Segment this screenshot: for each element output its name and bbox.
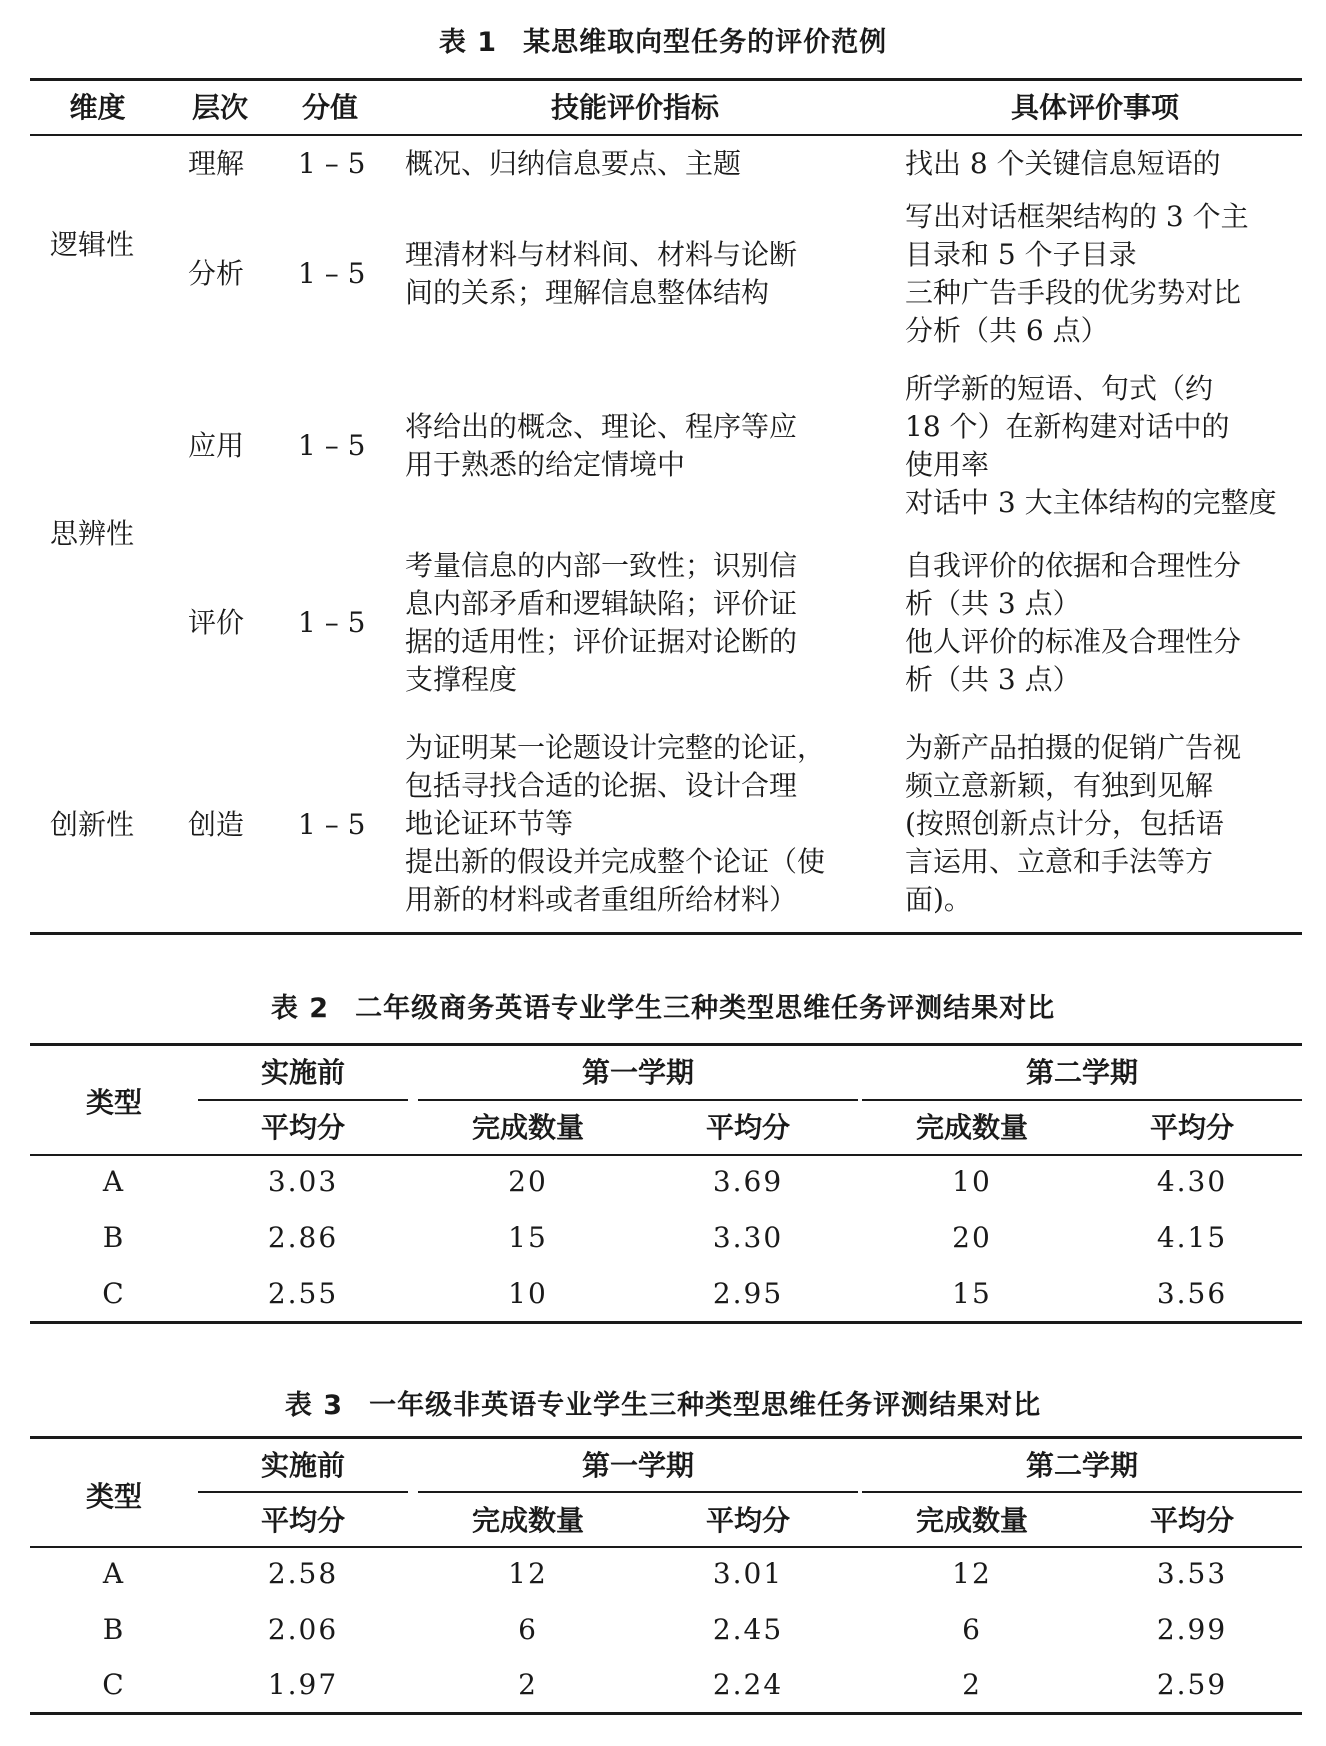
table3-bottom-rule [30, 1712, 1302, 1715]
table2-cell-term2-count: 15 [952, 1277, 992, 1310]
table3-subheader-term1-count: 完成数量 [471, 1504, 584, 1537]
table1-row-indicator: 为证明某一论题设计完整的论证， 包括寻找合适的论据、设计合理 地论证环节等 提出新的假设并完成整个论证（使 用新的材料或者重组所给材料） [405, 731, 826, 916]
table2-cell-before-avg: 2.86 [267, 1221, 339, 1254]
table1-row-level: 评价 [188, 606, 245, 639]
table1-row-item: 所学新的短语、句式（约 18 个）在新构建对话中的 使用率 对话中 3 大主体结构的完整度 [905, 372, 1277, 519]
table3-top-rule [30, 1436, 1302, 1439]
table2-cell-term1-avg: 3.30 [712, 1221, 784, 1254]
table2-cell-term2-avg: 3.56 [1156, 1277, 1228, 1310]
table1-row-score: 1 – 5 [298, 429, 366, 462]
table2-header-term1: 第一学期 [581, 1056, 694, 1089]
table1-row-score: 1 – 5 [298, 257, 366, 290]
table1-row-indicator: 将给出的概念、理论、程序等应 用于熟悉的给定情境中 [405, 410, 798, 481]
table1-header-level: 层次 [191, 91, 248, 124]
table2-cell-type: B [102, 1221, 126, 1254]
table1-row-indicator: 考量信息的内部一致性；识别信 息内部矛盾和逻辑缺陷；评价证 据的适用性；评价证据对论断的 支撑程度 [405, 549, 798, 696]
table2-subheader-term1-count: 完成数量 [471, 1111, 584, 1144]
table1-row-level: 创造 [188, 808, 245, 841]
table3-cell-term2-avg: 2.99 [1156, 1613, 1228, 1646]
table3-term2-underline [862, 1491, 1302, 1493]
table3-cell-before-avg: 2.58 [267, 1557, 339, 1590]
table1-bottom-rule [30, 932, 1302, 935]
table1-dimension-critical: 思辨性 [50, 517, 135, 550]
table2-cell-term1-count: 10 [508, 1277, 548, 1310]
table3-cell-term1-avg: 2.45 [712, 1613, 784, 1646]
table3-subheader-term1-avg: 平均分 [705, 1504, 790, 1537]
table3-caption-number: 表 3 [284, 1390, 344, 1421]
table2-top-rule [30, 1043, 1302, 1046]
table2-subheader-term2-avg: 平均分 [1149, 1111, 1234, 1144]
table1-header-score: 分值 [301, 91, 358, 124]
table3-subheader-term2-count: 完成数量 [915, 1504, 1028, 1537]
table1-row-score: 1 – 5 [298, 147, 366, 180]
table2-subheader-term1-avg: 平均分 [705, 1111, 790, 1144]
table3-cell-term1-count: 12 [508, 1557, 548, 1590]
table3-cell-term2-count: 12 [952, 1557, 992, 1590]
table3-cell-type: C [102, 1668, 126, 1701]
table3-subheader-term2-avg: 平均分 [1149, 1504, 1234, 1537]
table2-cell-term1-avg: 2.95 [712, 1277, 784, 1310]
table2-cell-type: C [102, 1277, 126, 1310]
table1-row-item: 找出 8 个关键信息短语的 [905, 147, 1221, 180]
table1-row-score: 1 – 5 [298, 808, 366, 841]
table1-caption-title: 某思维取向型任务的评价范例 [523, 27, 888, 58]
table2-header-before: 实施前 [260, 1056, 345, 1089]
table3-caption [0, 1389, 1326, 1423]
table2-term2-underline [862, 1099, 1302, 1101]
table1-header-rule [30, 134, 1302, 136]
table3-cell-term1-avg: 2.24 [712, 1668, 784, 1701]
table3-term1-underline [418, 1491, 858, 1493]
table3-cell-type: A [102, 1557, 126, 1590]
table2-caption-title: 二年级商务英语专业学生三种类型思维任务评测结果对比 [355, 993, 1056, 1024]
table1-row-indicator: 理清材料与材料间、材料与论断 间的关系；理解信息整体结构 [405, 238, 798, 309]
table1-dimension-logic: 逻辑性 [50, 228, 135, 261]
table2-term1-underline [418, 1099, 858, 1101]
table1-row-indicator: 概况、归纳信息要点、主题 [405, 147, 742, 180]
table2-cell-term2-count: 20 [952, 1221, 992, 1254]
table2-cell-type: A [102, 1165, 126, 1198]
table3-before-underline [198, 1491, 408, 1493]
table1-row-level: 分析 [188, 257, 245, 290]
table2-cell-term2-count: 10 [952, 1165, 992, 1198]
table3-cell-before-avg: 1.97 [267, 1668, 339, 1701]
table2-caption-number: 表 2 [270, 993, 330, 1024]
table1-top-rule [30, 78, 1302, 81]
table2-cell-term2-avg: 4.30 [1156, 1165, 1228, 1198]
table1-header-indicator: 技能评价指标 [550, 91, 719, 124]
table1-row-item: 为新产品拍摄的促销广告视 频立意新颖，有独到见解 (按照创新点计分，包括语 言运用、立意和手法等方 面)。 [905, 731, 1242, 916]
table3-cell-term1-count: 2 [518, 1668, 538, 1701]
table1-row-score: 1 – 5 [298, 606, 366, 639]
table2-header-rule [30, 1154, 1302, 1156]
table1-header-dimension: 维度 [69, 91, 126, 124]
table1-dimension-innovation: 创新性 [50, 808, 135, 841]
table3-cell-before-avg: 2.06 [267, 1613, 339, 1646]
table1-row-level: 应用 [188, 429, 245, 462]
table3-cell-term2-avg: 2.59 [1156, 1668, 1228, 1701]
table3-header-before: 实施前 [260, 1449, 345, 1482]
table2-caption [0, 992, 1326, 1026]
table2-subheader-term2-count: 完成数量 [915, 1111, 1028, 1144]
table2-cell-term1-count: 20 [508, 1165, 548, 1198]
table1-caption [0, 26, 1326, 60]
table3-cell-term2-count: 2 [962, 1668, 982, 1701]
table3-subheader-before-avg: 平均分 [260, 1504, 345, 1537]
table2-cell-before-avg: 2.55 [267, 1277, 339, 1310]
table3-header-type: 类型 [85, 1480, 142, 1513]
table3-cell-term1-avg: 3.01 [712, 1557, 784, 1590]
table3-cell-type: B [102, 1613, 126, 1646]
table1-header-item: 具体评价事项 [1010, 91, 1179, 124]
table1-row-level: 理解 [188, 147, 245, 180]
table3-header-term2: 第二学期 [1025, 1449, 1138, 1482]
table1-row-item: 自我评价的依据和合理性分 析（共 3 点） 他人评价的标准及合理性分 析（共 3 点） [905, 549, 1242, 696]
table1-caption-number: 表 1 [438, 27, 498, 58]
table3-header-rule [30, 1546, 1302, 1548]
table2-bottom-rule [30, 1321, 1302, 1324]
table2-header-term2: 第二学期 [1025, 1056, 1138, 1089]
table1-row-item: 写出对话框架结构的 3 个主 目录和 5 个子目录 三种广告手段的优劣势对比 分析（共 6 点） [905, 200, 1249, 347]
table3-cell-term2-avg: 3.53 [1156, 1557, 1228, 1590]
table3-header-term1: 第一学期 [581, 1449, 694, 1482]
table2-cell-term1-avg: 3.69 [712, 1165, 784, 1198]
table2-cell-term2-avg: 4.15 [1156, 1221, 1228, 1254]
table2-before-underline [198, 1099, 408, 1101]
table2-subheader-before-avg: 平均分 [260, 1111, 345, 1144]
table3-cell-term2-count: 6 [962, 1613, 982, 1646]
table2-cell-before-avg: 3.03 [267, 1165, 339, 1198]
table3-caption-title: 一年级非英语专业学生三种类型思维任务评测结果对比 [369, 1390, 1042, 1421]
table3-cell-term1-count: 6 [518, 1613, 538, 1646]
table2-cell-term1-count: 15 [508, 1221, 548, 1254]
table2-header-type: 类型 [85, 1086, 142, 1119]
